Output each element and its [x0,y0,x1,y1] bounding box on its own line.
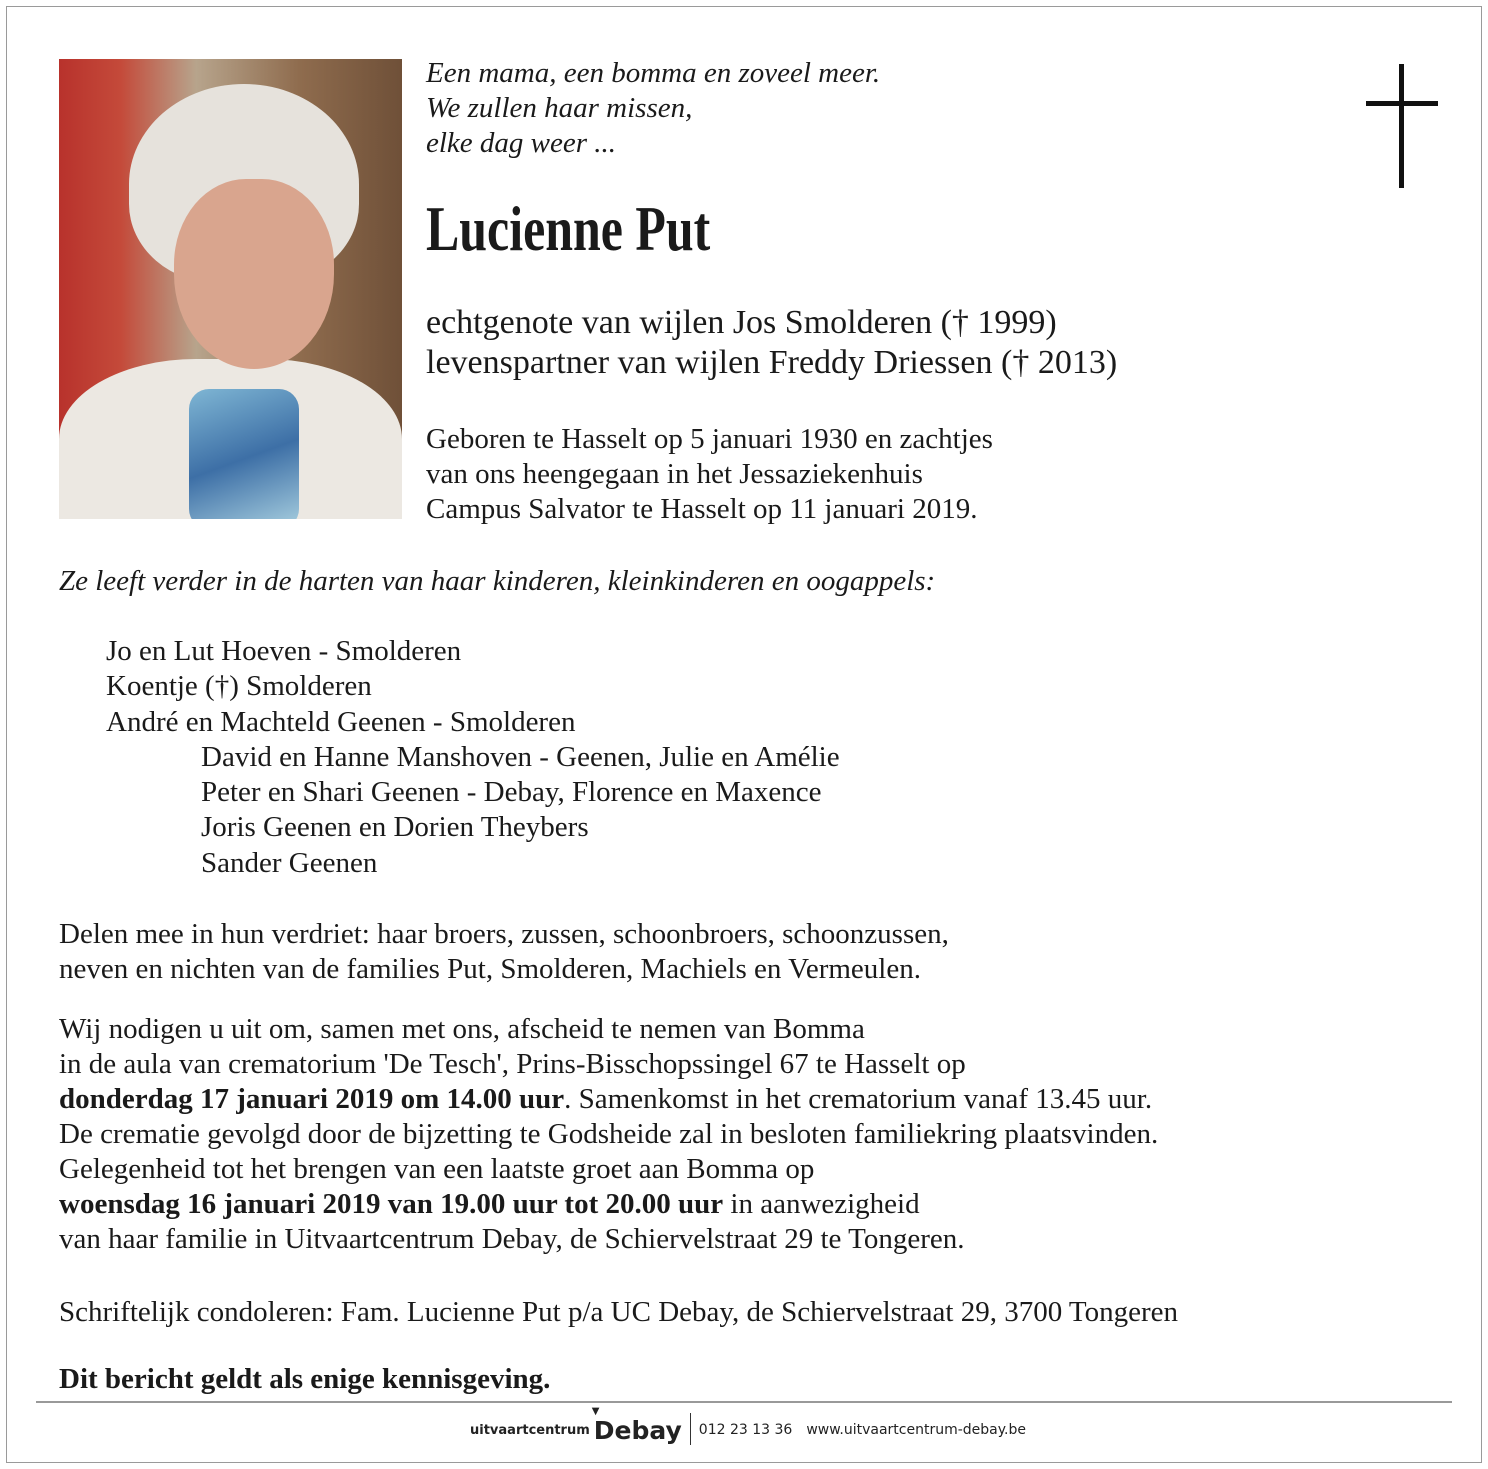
deceased-name: Lucienne Put [426,193,711,264]
birth-death-info [426,422,993,527]
child-item: Koentje (†) Smolderen [106,670,372,703]
family-list [106,634,840,881]
invite-line: in de aula van crematorium 'De Tesch', Prins-Bisschopssingel 67 te Hasselt op [59,1048,966,1080]
invite-line: Gelegenheid tot het brengen van een laatste groet aan Bomma op [59,1153,815,1185]
sharing-grief [59,917,949,987]
share-line: Delen mee in hun verdriet: haar broers, zussen, schoonbroers, schoonzussen, [59,918,949,950]
triangle-icon: ▼ [591,1406,600,1417]
child-item: André en Machteld Geenen - Smolderen [106,705,576,738]
birth-line: Geboren te Hasselt op 5 januari 1930 en zachtjes [426,423,993,455]
invite-line: De crematie gevolgd door de bijzetting te Godsheide zal in besloten familiekring plaatsvinden. [59,1118,1159,1150]
relation-line: levenspartner van wijlen Freddy Driessen († 2013) [426,344,1118,381]
poem [426,56,880,161]
brand-name: Debay [593,1416,682,1445]
birth-line: Campus Salvator te Hasselt op 11 januari 2019. [426,493,978,525]
funeral-home-logo [591,1406,682,1445]
invite-text: . Samenkomst in het crematorium vanaf 13.45 uur. [564,1083,1153,1115]
phone-number: 012 23 13 36 [698,1422,793,1438]
child-item: Jo en Lut Hoeven - Smolderen [106,635,462,667]
footer-divider [36,1401,1452,1403]
website-link[interactable]: www.uitvaartcentrum-debay.be [806,1422,1026,1438]
share-line: neven en nichten van de families Put, Smolderen, Machiels en Vermeulen. [59,953,921,985]
funeral-invitation [59,1012,1158,1257]
invite-line: van haar familie in Uitvaartcentrum Debay, de Schiervelstraat 29 te Tongeren. [59,1223,965,1255]
poem-line: elke dag weer ... [426,127,617,159]
cross-icon [1366,64,1438,188]
relation-line: echtgenote van wijlen Jos Smolderen († 1999) [426,304,1057,341]
grandchild-item: Joris Geenen en Dorien Theybers [201,811,589,844]
portrait-photo [59,59,402,519]
relations [426,303,1117,383]
ceremony-datetime: donderdag 17 januari 2019 om 14.00 uur [59,1083,565,1115]
invite-line [59,1082,1158,1117]
condolence-address: Schriftelijk condoleren: Fam. Lucienne Put p/a UC Debay, de Schiervelstraat 29, 3700 Tongeren [59,1296,1179,1328]
poem-line: Een mama, een bomma en zoveel meer. [426,57,881,89]
family-intro: Ze leeft verder in de harten van haar kinderen, kleinkinderen en oogappels: [59,565,936,597]
grandchild-item: Peter en Shari Geenen - Debay, Florence en Maxence [201,776,822,809]
separator [690,1413,691,1445]
notice-statement: Dit bericht geldt als enige kennisgeving. [59,1363,551,1395]
invite-text: in aanwezigheid [723,1188,920,1220]
birth-line: van ons heengegaan in het Jessaziekenhuis [426,458,923,490]
invite-line: Wij nodigen u uit om, samen met ons, afscheid te nemen van Bomma [59,1013,865,1045]
grandchild-item: David en Hanne Manshoven - Geenen, Julie en Amélie [201,740,840,773]
funeral-home-label: uitvaartcentrum [470,1423,590,1438]
viewing-datetime: woensdag 16 januari 2019 van 19.00 uur tot 20.00 uur [59,1188,724,1220]
poem-line: We zullen haar missen, [426,92,693,124]
grandchild-item: Sander Geenen [201,846,378,879]
invite-line [59,1187,1158,1222]
footer [470,1405,1040,1445]
